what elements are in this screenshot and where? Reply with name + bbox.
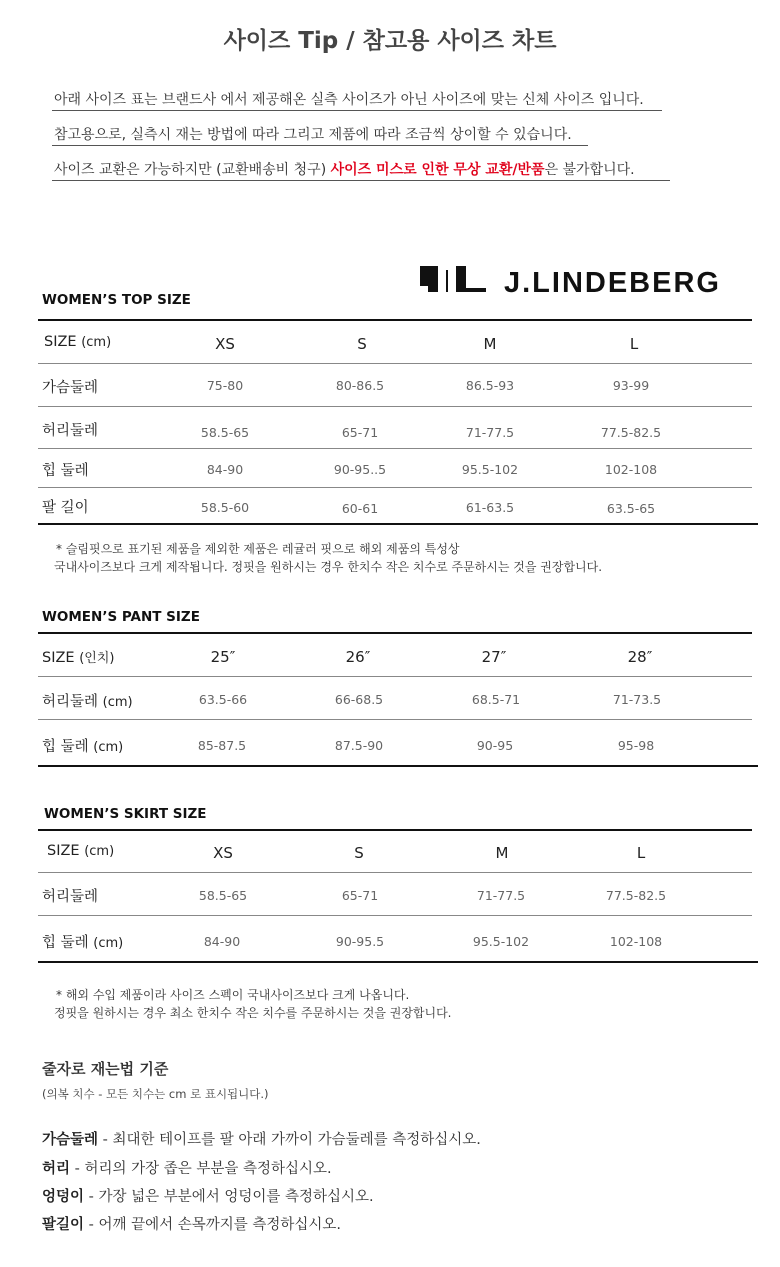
jl-logo-mark [398, 262, 748, 300]
top-arm-m: 61-63.5 [465, 500, 515, 515]
intro-underline-3 [52, 180, 670, 181]
top-hip-xs: 84-90 [206, 462, 244, 477]
intro-line-2: 참고용으로, 실측시 재는 방법에 따라 그리고 제품에 따라 조금씩 상이할 수 있습니다. [54, 127, 572, 143]
top-note-1: * 슬림핏으로 표기된 제품을 제외한 제품은 레귤러 핏으로 해외 제품의 특성상 [56, 542, 460, 556]
pant-table-bottom-border [38, 765, 758, 767]
pant-size-27: 27″ [481, 648, 507, 666]
skirt-row-hip-label: 힙 둘레 (cm) [42, 935, 124, 951]
pant-hip-28: 95-98 [617, 738, 655, 753]
skirt-size-xs: XS [213, 844, 233, 862]
skirt-waist-xs: 58.5-65 [198, 888, 248, 903]
measure-item-hip: 엉덩이 - 가장 넓은 부분에서 엉덩이를 측정하십시오. [42, 1189, 374, 1205]
skirt-size-l: L [636, 844, 646, 862]
top-chest-l: 93-99 [612, 378, 650, 393]
measure-item-waist: 허리 - 허리의 가장 좁은 부분을 측정하십시오. [42, 1161, 332, 1177]
brand-logo [398, 262, 748, 300]
top-size-xs: XS [215, 335, 235, 353]
top-size-m: M [483, 335, 497, 353]
top-divider [38, 406, 752, 407]
pant-size-heading: WOMEN’S PANT SIZE [42, 609, 200, 625]
top-hip-l: 102-108 [604, 462, 658, 477]
top-table-top-border [38, 319, 752, 321]
intro-line-3-a: 사이즈 교환은 가능하지만 (교환배송비 청구) [54, 162, 331, 178]
top-arm-xs: 58.5-60 [200, 500, 250, 515]
skirt-hip-s: 90-95.5 [335, 934, 385, 949]
top-chest-s: 80-86.5 [335, 378, 385, 393]
skirt-size-m: M [495, 844, 509, 862]
measure-subtitle: (의복 치수 - 모든 치수는 cm 로 표시됩니다.) [42, 1087, 269, 1101]
intro-warning: 사이즈 미스로 인한 무상 교환/반품 [330, 162, 545, 178]
top-divider [38, 448, 752, 449]
page-title: 사이즈 Tip / 참고용 사이즈 차트 [223, 28, 557, 54]
top-waist-s: 65-71 [341, 425, 379, 440]
pant-divider [38, 676, 752, 677]
intro-line-3 [54, 159, 635, 179]
top-waist-xs: 58.5-65 [200, 425, 250, 440]
pant-waist-25: 63.5-66 [198, 692, 248, 707]
top-row-waist-label: 허리둘레 [42, 423, 99, 439]
intro-underline-2 [52, 145, 588, 146]
skirt-note-2: 정핏을 원하시는 경우 최소 한치수 작은 치수를 주문하시는 것을 권장합니다. [54, 1006, 452, 1020]
top-note-2: 국내사이즈보다 크게 제작됩니다. 정핏을 원하시는 경우 한치수 작은 치수로 주문하시는 것을 권장합니다. [54, 560, 603, 574]
pant-table-top-border [38, 632, 752, 634]
skirt-size-label: SIZE (cm) [47, 843, 115, 859]
intro-line-1: 아래 사이즈 표는 브랜드사 에서 제공해온 실측 사이즈가 아닌 사이즈에 맞는 신체 사이즈 입니다. [54, 92, 644, 108]
skirt-note-1: * 해외 수입 제품이라 사이즈 스펙이 국내사이즈보다 크게 나옵니다. [56, 988, 410, 1002]
pant-hip-25: 85-87.5 [197, 738, 247, 753]
pant-row-waist-label: 허리둘레 (cm) [42, 694, 133, 710]
skirt-table-top-border [38, 829, 752, 831]
top-hip-s: 90-95..5 [333, 462, 387, 477]
top-waist-m: 71-77.5 [465, 425, 515, 440]
top-chest-xs: 75-80 [206, 378, 244, 393]
skirt-size-s: S [354, 844, 364, 862]
pant-waist-26: 66-68.5 [334, 692, 384, 707]
top-size-s: S [357, 335, 367, 353]
pant-row-hip-label: 힙 둘레 (cm) [42, 739, 124, 755]
measure-item-chest: 가슴둘레 - 최대한 테이프를 팔 아래 가까이 가슴둘레를 측정하십시오. [42, 1132, 481, 1148]
pant-waist-28: 71-73.5 [612, 692, 662, 707]
skirt-waist-m: 71-77.5 [476, 888, 526, 903]
pant-divider [38, 719, 752, 720]
skirt-table-bottom-border [38, 961, 758, 963]
top-size-l: L [629, 335, 639, 353]
skirt-divider [38, 915, 752, 916]
skirt-hip-l: 102-108 [609, 934, 663, 949]
skirt-size-heading: WOMEN’S SKIRT SIZE [44, 806, 207, 822]
skirt-divider [38, 872, 752, 873]
logo-wordmark: J.LINDEBERG [504, 267, 721, 299]
top-table-bottom-border [38, 523, 758, 525]
intro-line-3-b: 은 불가합니다. [544, 162, 635, 178]
skirt-hip-m: 95.5-102 [472, 934, 530, 949]
top-size-label: SIZE (cm) [44, 334, 112, 350]
top-divider [38, 363, 752, 364]
pant-hip-27: 90-95 [476, 738, 514, 753]
pant-waist-27: 68.5-71 [471, 692, 521, 707]
measure-item-arm: 팔길이 - 어깨 끝에서 손목까지를 측정하십시오. [42, 1217, 342, 1233]
pant-size-label: SIZE (인치) [42, 650, 115, 666]
pant-size-28: 28″ [627, 648, 653, 666]
top-arm-s: 60-61 [341, 501, 379, 516]
skirt-hip-xs: 84-90 [203, 934, 241, 949]
top-divider [38, 487, 752, 488]
top-row-hip-label: 힙 둘레 [42, 463, 89, 479]
skirt-waist-l: 77.5-82.5 [605, 888, 667, 903]
top-waist-l: 77.5-82.5 [600, 425, 662, 440]
pant-hip-26: 87.5-90 [334, 738, 384, 753]
top-row-arm-label: 팔 길이 [42, 500, 89, 516]
top-hip-m: 95.5-102 [461, 462, 519, 477]
skirt-waist-s: 65-71 [341, 888, 379, 903]
top-row-chest-label: 가슴둘레 [42, 380, 99, 396]
top-chest-m: 86.5-93 [465, 378, 515, 393]
pant-size-26: 26″ [345, 648, 371, 666]
skirt-row-waist-label: 허리둘레 [42, 889, 99, 905]
pant-size-25: 25″ [210, 648, 236, 666]
measure-heading: 줄자로 재는법 기준 [42, 1060, 169, 1078]
top-size-heading: WOMEN’S TOP SIZE [42, 292, 191, 308]
top-arm-l: 63.5-65 [606, 501, 656, 516]
intro-underline-1 [52, 110, 662, 111]
